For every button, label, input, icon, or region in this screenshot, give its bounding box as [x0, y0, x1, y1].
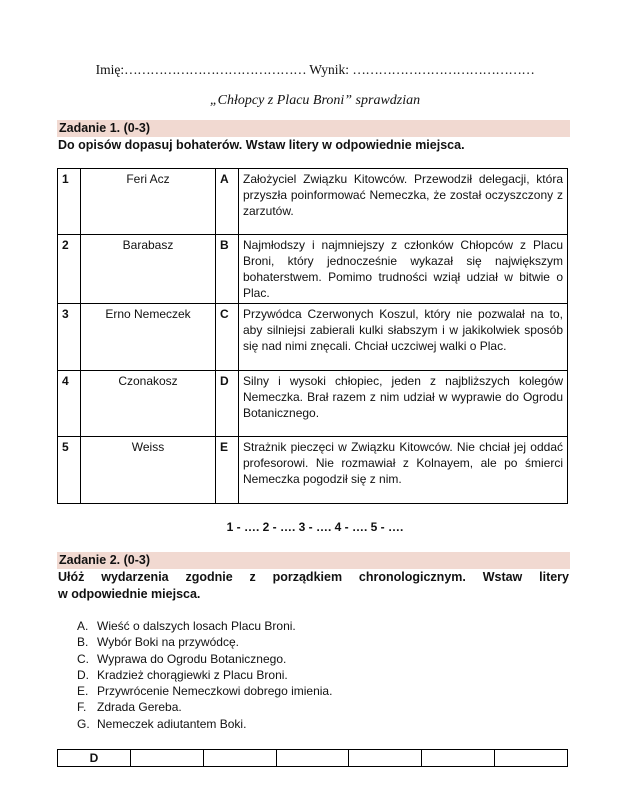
event-text: Wybór Boki na przywódcę. [97, 635, 239, 650]
task1-instruction: Do opisów dopasuj bohaterów. Wstaw litery w odpowiednie miejsca. [58, 138, 465, 152]
table-row [58, 304, 568, 371]
page-title: „Chłopcy z Placu Broni” sprawdzian [209, 93, 421, 108]
description-letter: D [216, 371, 239, 437]
character-description: Silny i wysoki chłopiec, jeden z najbliższych kolegów Nemeczka. Brał razem z nim udział w wyprawie do Ogrodu Botanicznego. [239, 371, 568, 437]
list-item [60, 618, 332, 634]
name-label: Imię: [95, 62, 125, 77]
description-letter: C [216, 304, 239, 371]
row-number: 2 [58, 235, 81, 304]
event-label: E. [77, 684, 89, 699]
order-cell[interactable] [495, 750, 568, 767]
order-answer-table [57, 749, 568, 767]
event-text: Wyprawa do Ogrodu Botanicznego. [97, 651, 287, 666]
matching-table [57, 168, 568, 504]
event-label: A. [77, 619, 89, 633]
list-item [60, 634, 332, 650]
event-list [60, 618, 332, 732]
character-name: Feri Acz [81, 169, 216, 235]
table-row [58, 235, 568, 304]
event-label: B. [77, 635, 89, 650]
character-name: Barabasz [81, 235, 216, 304]
score-field[interactable]: …………………………………… [352, 62, 535, 77]
row-number: 1 [58, 169, 81, 235]
character-name: Weiss [81, 437, 216, 504]
name-score-line [0, 62, 630, 78]
order-cell[interactable] [276, 750, 349, 767]
character-description: Założyciel Związku Kitowców. Przewodził delegacji, która przyszła poinformować Nemeczka, że został oczyszczony z zarzutów. [239, 169, 568, 235]
event-text: Zdrada Gereba. [97, 700, 182, 715]
list-item [60, 716, 332, 732]
description-letter: E [216, 437, 239, 504]
task2-heading: Zadanie 2. (0-3) [57, 552, 570, 569]
list-item [60, 651, 332, 667]
description-letter: B [216, 235, 239, 304]
event-text: Przywrócenie Nemeczkowi dobrego imienia. [97, 684, 333, 699]
list-item [60, 683, 332, 699]
event-label: C. [77, 651, 89, 666]
row-number: 3 [58, 304, 81, 371]
table-row [58, 371, 568, 437]
row-number: 5 [58, 437, 81, 504]
character-description: Przywódca Czerwonych Koszul, który nie pozwalał na to, aby silniejsi zabierali kulki słabszym i w jakikolwiek sposób się nad nimi znęcali. Chciał uczciwej walki o Plac. [239, 304, 568, 371]
order-cell[interactable] [349, 750, 422, 767]
table-row [58, 750, 568, 767]
table-row [58, 437, 568, 504]
row-number: 4 [58, 371, 81, 437]
order-cell[interactable] [203, 750, 276, 767]
table-row [58, 169, 568, 235]
answer-line[interactable]: 1 - …. 2 - …. 3 - …. 4 - …. 5 - …. [226, 520, 404, 534]
task2-instruction-line1: Ułóż wydarzenia zgodnie z porządkiem chronologicznym. Wstaw litery [58, 570, 569, 584]
event-label: G. [77, 716, 90, 731]
name-field[interactable]: …………………………………… [124, 62, 307, 77]
task1-heading: Zadanie 1. (0-3) [57, 120, 570, 137]
order-cell[interactable]: D [58, 750, 131, 767]
order-cell[interactable] [422, 750, 495, 767]
character-name: Erno Nemeczek [81, 304, 216, 371]
order-cell[interactable] [130, 750, 203, 767]
character-description: Najmłodszy i najmniejszy z członków Chłopców z Placu Broni, który jednocześnie wykazał się największym bohaterstwem. Pomimo trudności wziął udział w bitwie o Plac. [239, 235, 568, 304]
task2-instruction-line2: w odpowiednie miejsca. [58, 587, 201, 601]
character-description: Strażnik pieczęci w Związku Kitowców. Nie chciał jej oddać profesorowi. Nie rozmawiał z Kolnayem, ale po śmierci Nemeczka pogodził się z nim. [239, 437, 568, 504]
description-letter: A [216, 169, 239, 235]
list-item [60, 699, 332, 715]
event-label: D. [77, 667, 89, 682]
event-text: Kradzież chorągiewki z Placu Broni. [97, 667, 288, 682]
event-label: F. [77, 700, 87, 715]
character-name: Czonakosz [81, 371, 216, 437]
event-text: Nemeczek adiutantem Boki. [97, 716, 247, 731]
score-label: Wynik: [309, 62, 349, 77]
event-text: Wieść o dalszych losach Placu Broni. [97, 619, 296, 633]
list-item [60, 667, 332, 683]
